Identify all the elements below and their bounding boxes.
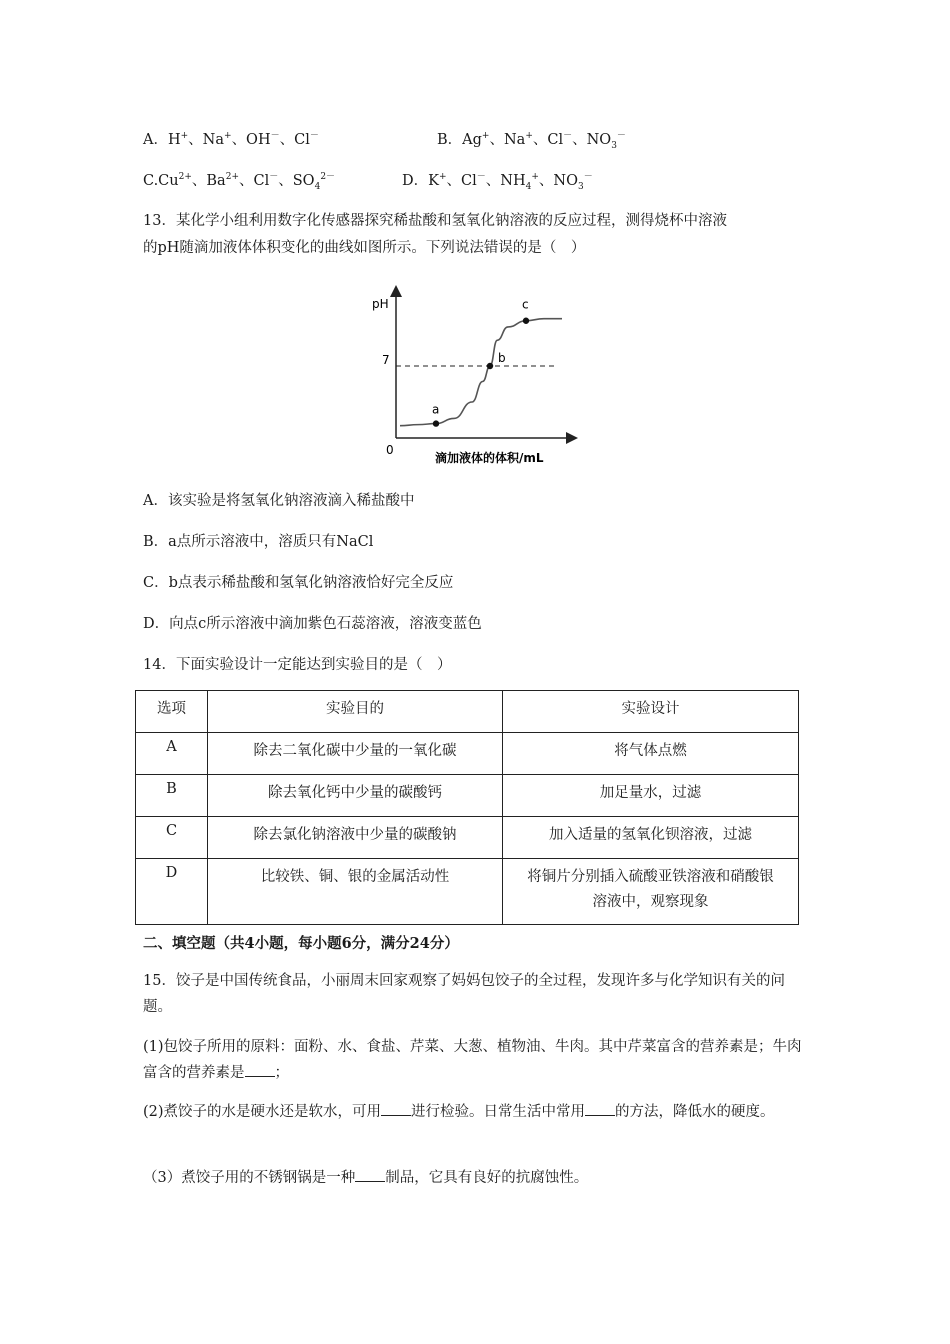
- row-d-design: 将铜片分别插入硫酸亚铁溶液和硝酸银溶液中，观察现象: [503, 859, 799, 925]
- point-label-b: b: [498, 351, 506, 365]
- x-axis-label: 滴加液体的体积/mL: [435, 451, 544, 465]
- section-title: 二、填空题（共4小题，每小题6分，满分24分）: [143, 935, 459, 952]
- point-label-c: c: [522, 297, 529, 312]
- header-purpose: 实验目的: [208, 691, 503, 733]
- answer-blank[interactable]: [245, 1064, 275, 1077]
- answer-blank[interactable]: [355, 1169, 385, 1182]
- option-12a: A．H+、Na+、OH－、Cl－: [143, 131, 319, 148]
- row-c-option: C: [136, 817, 208, 859]
- question-13-stem-line2: 的pH随滴加液体体积变化的曲线如图所示。下列说法错误的是（ ）: [143, 240, 586, 256]
- origin-label: 0: [386, 443, 394, 457]
- row-d-purpose: 比较铁、铜、银的金属活动性: [208, 859, 503, 925]
- question-13-stem-line1: 13．某化学小组利用数字化传感器探究稀盐酸和氢氧化钠溶液的反应过程，测得烧杯中溶液: [143, 213, 727, 229]
- row-a-purpose: 除去二氧化碳中少量的一氧化碳: [208, 733, 503, 775]
- table-row: [136, 733, 799, 775]
- question-15-part1: (1)包饺子所用的原料：面粉、水、食盐、芹菜、大葱、植物油、牛肉。其中芹菜富含的营养素是；牛肉富含的营养素是 ；: [143, 1039, 802, 1081]
- row-a-option: A: [136, 733, 208, 775]
- y-tick-label-7: 7: [382, 353, 390, 367]
- row-d-option: D: [136, 859, 208, 925]
- answer-blank[interactable]: [381, 1103, 411, 1116]
- table-row: [136, 859, 799, 925]
- option-12c: $C.Cu^{2+}$、$Ba^{2+}$、Cl－、$SO_4^{2-}$: [143, 172, 336, 192]
- option-12d: D．K+、Cl－、$NH_4^+$、$NO_3^-$: [402, 172, 593, 192]
- y-axis-label: pH: [372, 297, 389, 311]
- option-12b: B．Ag+、Na+、Cl－、$NO_3^-$: [437, 131, 626, 151]
- row-a-design: 将气体点燃: [503, 733, 799, 775]
- row-b-option: B: [136, 775, 208, 817]
- point-c: [523, 318, 529, 324]
- question-14-stem: 14．下面实验设计一定能达到实验目的是（ ）: [143, 657, 452, 673]
- table-row: [136, 775, 799, 817]
- row-b-purpose: 除去氧化钙中少量的碳酸钙: [208, 775, 503, 817]
- header-design: 实验设计: [503, 691, 799, 733]
- question-15-part3: （3）煮饺子用的不锈钢锅是一种 制品，它具有良好的抗腐蚀性。: [143, 1170, 589, 1186]
- header-option: 选项: [136, 691, 208, 733]
- point-a: [433, 420, 439, 426]
- row-c-purpose: 除去氯化钠溶液中少量的碳酸钠: [208, 817, 503, 859]
- table-header-row: [136, 691, 799, 733]
- ph-curve: [400, 319, 562, 426]
- option-13a: A．该实验是将氢氧化钠溶液滴入稀盐酸中: [143, 493, 415, 509]
- row-c-design: 加入适量的氢氧化钡溶液，过滤: [503, 817, 799, 859]
- row-b-design: 加足量水，过滤: [503, 775, 799, 817]
- point-label-a: a: [432, 402, 440, 417]
- table-row: [136, 817, 799, 859]
- option-13d: D．向点c所示溶液中滴加紫色石蕊溶液，溶液变蓝色: [143, 616, 482, 632]
- answer-blank[interactable]: [585, 1103, 615, 1116]
- option-13b: B．a点所示溶液中，溶质只有NaCl: [143, 534, 374, 550]
- question-15-part2: (2)煮饺子的水是硬水还是软水，可用 进行检验。日常生活中常用 的方法，降低水的硬度。: [143, 1104, 775, 1120]
- option-13c: C．b点表示稀盐酸和氢氧化钠溶液恰好完全反应: [143, 575, 454, 591]
- ph-curve-chart: [360, 278, 590, 468]
- point-b: [487, 363, 493, 369]
- question-15-stem: 15．饺子是中国传统食品，小丽周末回家观察了妈妈包饺子的全过程，发现许多与化学知识有关的问题。: [143, 973, 785, 1015]
- experiment-table: [135, 690, 799, 925]
